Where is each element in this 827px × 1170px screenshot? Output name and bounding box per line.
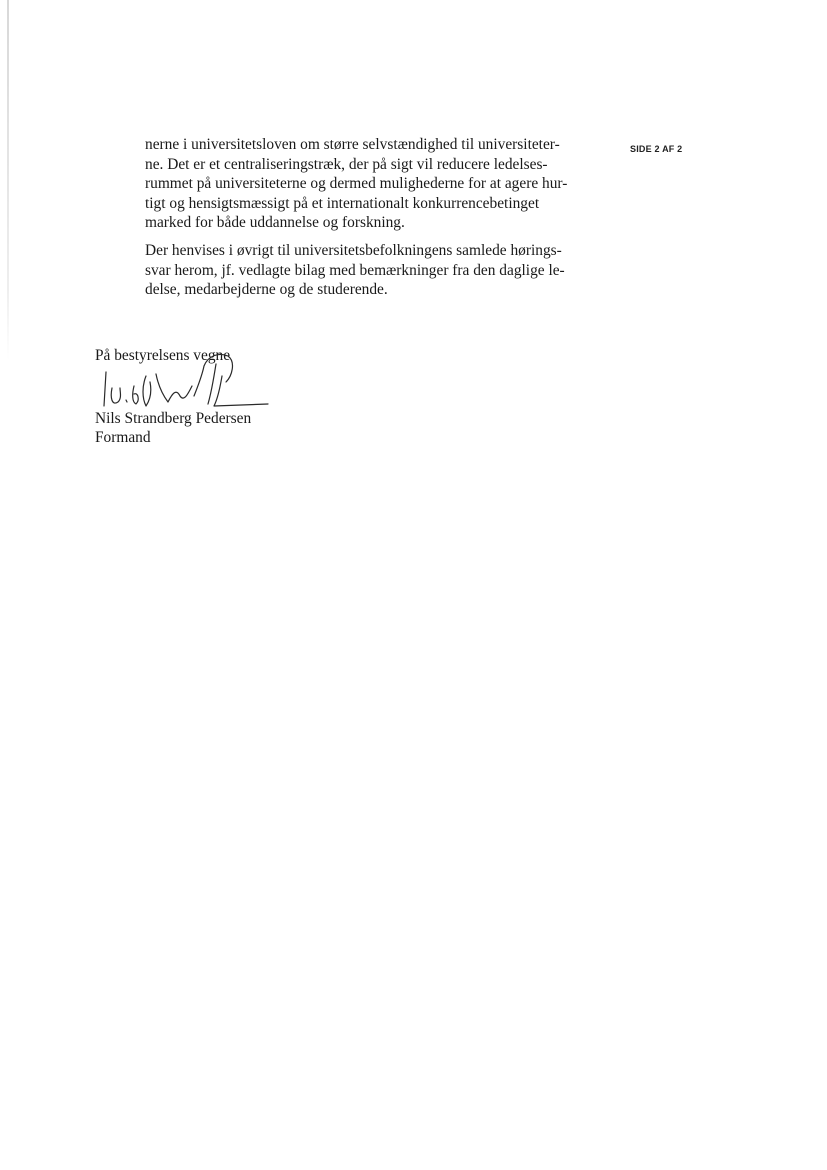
handwritten-signature: [98, 336, 278, 412]
signer-title: Formand: [95, 429, 151, 446]
paragraph-line: rummet på universiteterne og dermed mulighederne for at agere hur-: [145, 175, 568, 193]
closing-salutation: På bestyrelsens vegne: [95, 347, 231, 364]
paragraph-line: nerne i universitetsloven om større selvstændighed til universiteter-: [145, 136, 560, 153]
scan-edge: [7, 0, 9, 360]
letter-body: [145, 135, 590, 308]
paragraph-line: ne. Det er et centraliseringstræk, der på sigt vil reducere ledelses-: [145, 155, 548, 173]
paragraph-1: [145, 135, 590, 233]
page-number-label: SIDE 2 AF 2: [630, 144, 683, 154]
paragraph-line: tigt og hensigtsmæssigt på et internationalt konkurrencebetinget: [145, 194, 540, 212]
paragraph-line: delse, medarbejderne og de studerende.: [145, 281, 388, 299]
signer-name: Nils Strandberg Pedersen: [95, 410, 252, 427]
paragraph-line: svar herom, jf. vedlagte bilag med bemærkninger fra den daglige le-: [145, 261, 565, 279]
paragraph-2: [145, 241, 590, 300]
paragraph-line: marked for både uddannelse og forskning.: [145, 214, 405, 232]
paragraph-line: Der henvises i øvrigt til universitetsbefolkningens samlede hørings-: [145, 241, 562, 259]
